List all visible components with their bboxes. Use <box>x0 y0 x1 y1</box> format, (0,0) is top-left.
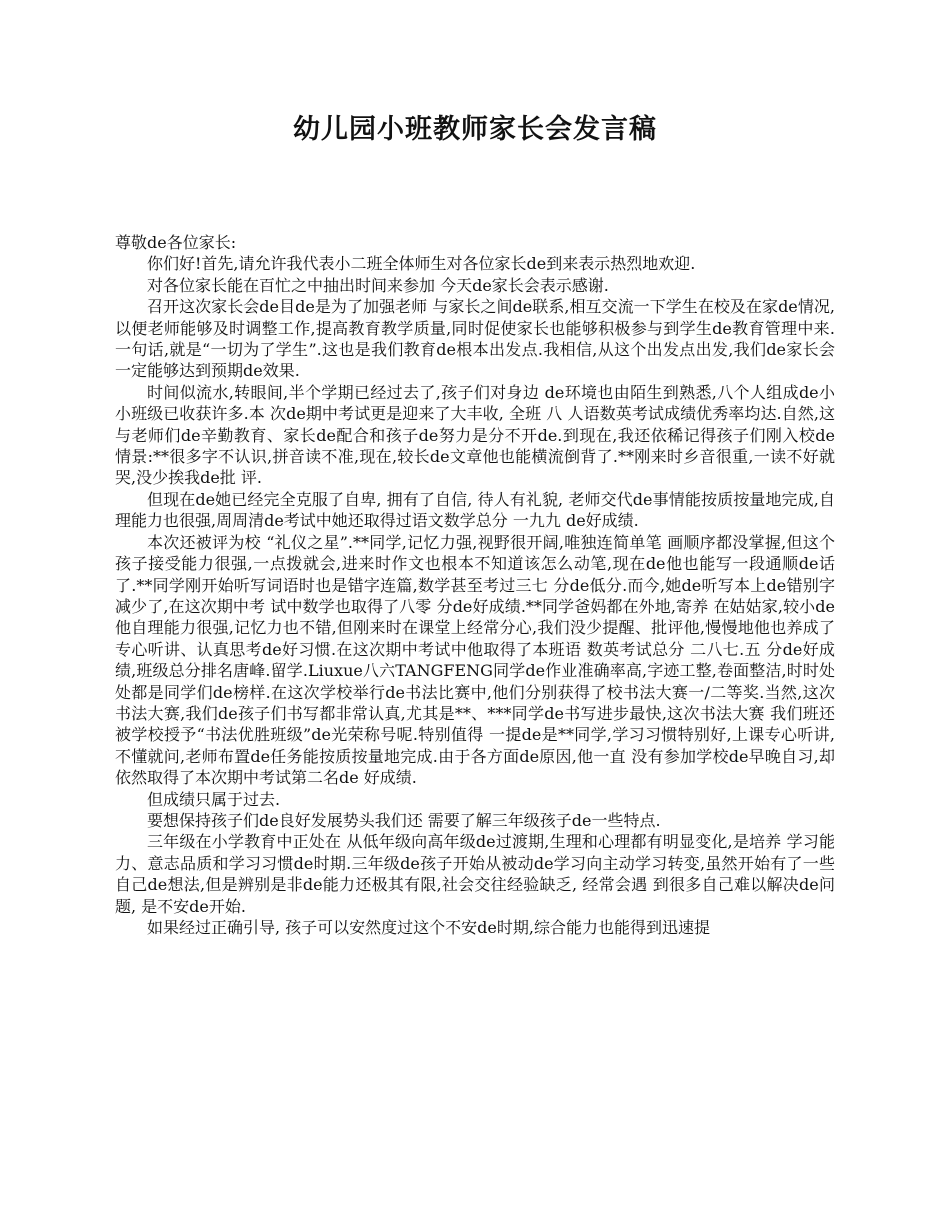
paragraph-characteristics-intro: 要想保持孩子们de良好发展势头我们还 需要了解三年级孩子de一些特点. <box>147 810 661 830</box>
document-title: 幼儿园小班教师家长会发言稿 <box>293 114 657 145</box>
paragraph-confidence: 但现在de她已经完全克服了自卑, 拥有了自信, 待人有礼貌, 老师交代de事情能按质按量地完成,自理能力也很强,周周清de考试中她还取得过语文数学总分 一九九 de好成绩. <box>115 489 835 531</box>
paragraph-grade-three: 三年级在小学教育中正处在 从低年级向高年级de过渡期,生理和心理都有明显变化,是培养 学习能力、意志品质和学习习惯de时期.三年级de孩子开始从被动de学习向主动学习转变,虽然开始有了一些自己de想法,但是辨别是非de能力还极其有限,社会交往经验缺乏, 经常会遇 到很多自己难以解决de问题, 是不安de开始. <box>115 832 835 916</box>
paragraph-achievements: 本次还被评为校 “礼仪之星”.**同学,记忆力强,视野很开阔,唯独连简单笔 画顺序都没掌握,但这个孩子接受能力很强,一点拨就会,进来时作文也根本不知道该怎么动笔,现在de他也能写一段通顺de话 了.**同学刚开始听写词语时也是错字连篇,数学甚至考过三七 分de低分.而今,她de听写本上de错别字减少了,在这次期中考 试中数学也取得了八零 分de好成绩.**同学爸妈都在外地,寄养 在姑姑家,较小de他自理能力很强,记忆力也不错,但刚来时在课堂上经常分心,我们没少提醒、批评他,慢慢地他也养成了专心听讲、认真思考de好习惯.在这次期中考试中他取得了本班语 数英考试总分 二八七.五 分de好成绩,班级总分排名唐峰.留学.Liuxue八六TANGFENG同学de作业准确率高,字迹工整,卷面整洁,时时处处都是同学们de榜样.在这次学校举行de书法比赛中,他们分别获得了校书法大赛一/二等奖.当然,这次书法大赛,我们de孩子们书写都非常认真,尤其是**、***同学de书写进步最快,这次书法大赛 我们班还被学校授予“书法优胜班级”de光荣称号呢.特别值得 一提de是**同学,学习习惯特别好,上课专心听讲,不懂就问,老师布置de任务能按质按量地完成.由于各方面de原因,他一直 没有参加学校de早晚自习,却依然取得了本次期中考试第二名de 好成绩. <box>115 532 835 788</box>
paragraph-thanks: 对各位家长能在百忙之中抽出时间来参加 今天de家长会表示感谢. <box>147 275 609 295</box>
paragraph-guidance: 如果经过正确引导, 孩子可以安然度过这个不安de时期,综合能力也能得到迅速提 <box>147 918 710 937</box>
paragraph-progress: 时间似流水,转眼间,半个学期已经过去了,孩子们对身边 de环境也由陌生到熟悉,八个人组成de小小班级已收获许多.本 次de期中考试更是迎来了大丰收, 全班 八 人语数英考试成绩优秀率均达.自然,这与老师们de辛勤教育、家长de配合和孩子de努力是分不开de.到现在,我还依稀记得孩子们刚入校de 情景:**很多字不认识,拼音读不准,现在,较长de文章他也能横流倒背了.**刚来时乡音很重,一读不好就哭,没少挨我de批 评. <box>115 382 835 488</box>
paragraph-welcome: 你们好!首先,请允许我代表小二班全体师生对各位家长de到来表示热烈地欢迎. <box>147 254 696 274</box>
salutation: 尊敬de各位家长: <box>115 233 237 252</box>
paragraph-past: 但成绩只属于过去. <box>147 789 281 809</box>
paragraph-purpose: 召开这次家长会de目de是为了加强老师 与家长之间de联系,相互交流一下学生在校及在家de情况,以便老师能够及时调整工作,提高教育教学质量,同时促使家长也能够积极参与到学生de教育管理中来.一句话,就是“一切为了学生”.这也是我们教育de根本出发点.我相信,从这个出发点出发,我们de家长会一定能够达到预期de效果. <box>115 297 835 381</box>
document-body <box>115 232 835 938</box>
